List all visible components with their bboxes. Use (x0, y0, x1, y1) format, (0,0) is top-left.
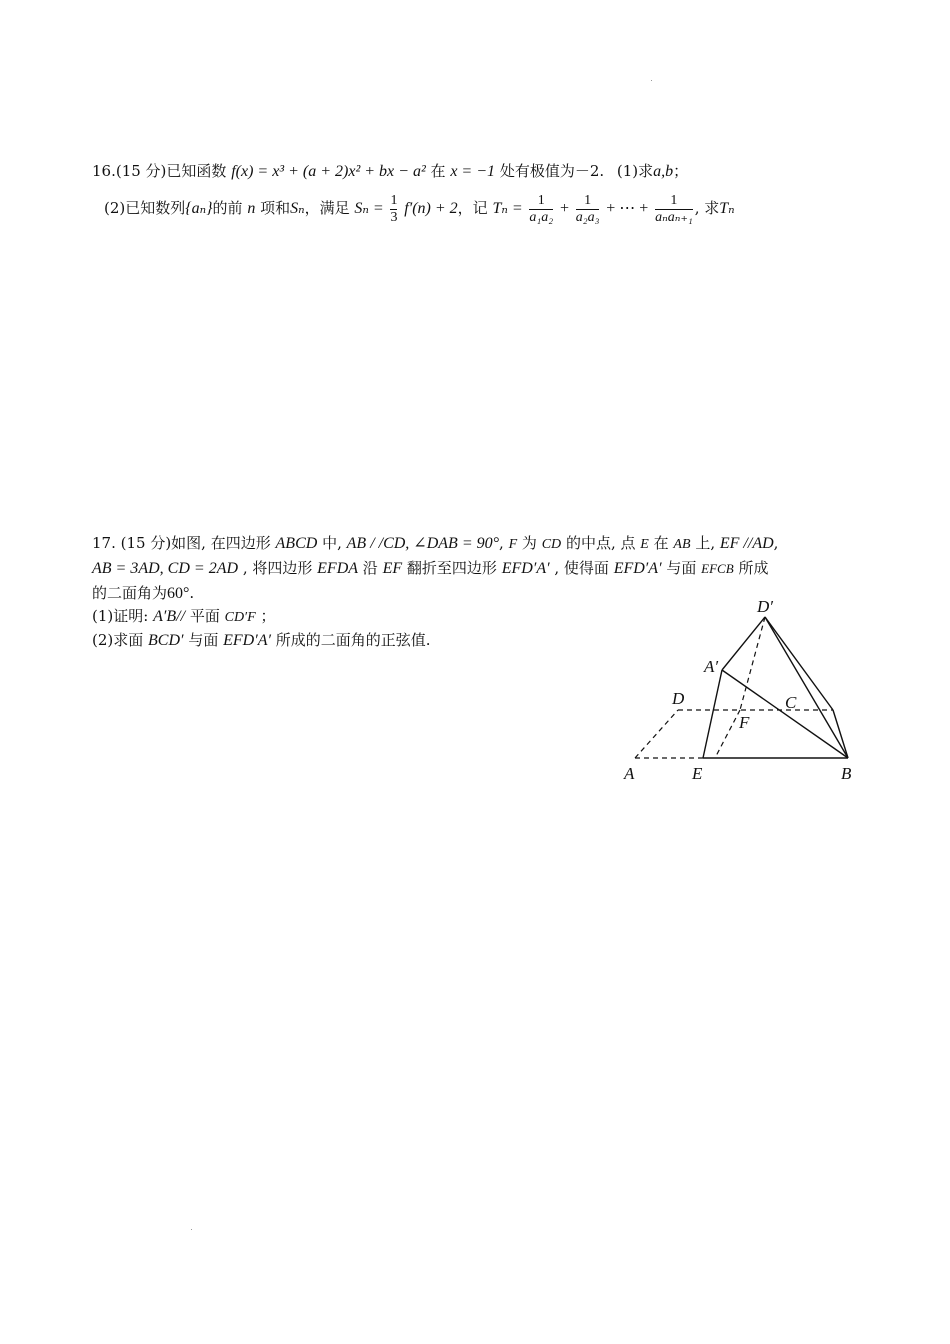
edge-EAp (703, 670, 722, 758)
edge-ApDp (722, 617, 765, 670)
edge-AD (635, 710, 678, 758)
q16-frac-term3: $\frac{1}{\text{aₙaₙ₊₁}}$ (655, 192, 693, 225)
label-E: E (692, 764, 703, 783)
label-A: A (624, 764, 635, 783)
label-Ap: A′ (704, 657, 719, 676)
label-F: F (739, 713, 750, 732)
scan-dot-top (651, 80, 652, 81)
q16-frac-one-third: $\frac{1}{3}$ (390, 192, 398, 225)
q17-part2: (2)求面 BCD′ 与面 EFD′A′ 所成的二面角的正弦值. (92, 631, 431, 649)
label-D: D (672, 689, 685, 708)
q17-line1: 17. (15 分)如图, 在四边形 ABCD 中, AB / /CD, ∠DAB = 90°, F 为 CD 的中点, 点 E 在 AB 上, EF //AD, (92, 534, 779, 552)
label-B: B (841, 764, 852, 783)
q16-function: f(x) = x³ + (a + 2)x² + bx − a² (231, 163, 426, 180)
edge-DpF (740, 617, 765, 710)
q17-line2: AB = 3AD, CD = 2AD , 将四边形 EFDA 沿 EF 翻折至四边形 EFD′A′ , 使得面 EFD′A′ 与面 EFCB 所成 (92, 559, 769, 577)
edge-FE (715, 710, 740, 758)
scan-dot-bottom (191, 1229, 192, 1230)
q16-frac-term2: $\frac{1}{\text{a₂a₃}}$ (575, 192, 600, 225)
label-Dp: D′ (757, 597, 773, 616)
geometry-figure (615, 590, 875, 790)
edge-DpC (765, 617, 833, 710)
q17-line3: 的二面角为60°. (92, 584, 195, 602)
q17-part1: (1)证明: A′B// 平面 CD′F ； (92, 607, 276, 625)
q16-line1: 16.(15 分)已知函数 f(x) = x³ + (a + 2)x² + bx − a² 在 x = −1 处有极值为－2. (1)求a,b； (92, 162, 689, 180)
q16-condition: x = −1 (450, 163, 496, 180)
q16-frac-term1: $\frac{1}{\text{a₁a₂}}$ (529, 192, 554, 225)
edge-DpB (765, 617, 848, 758)
label-C: C (785, 693, 797, 712)
q16-part2: (2)已知数列{aₙ}的前 n 项和Sₙ，满足 Sₙ = $\frac{1}{3}$ f′(n) + 2，记 Tₙ = $\frac{1}{\text{a₁a₂}}$ + $\frac{1}{\text{a₂a₃}}$ + ⋯ + $\frac{1}{\text{aₙaₙ₊₁}}$ , 求Tₙ (104, 192, 735, 225)
edge-CB (833, 710, 848, 758)
